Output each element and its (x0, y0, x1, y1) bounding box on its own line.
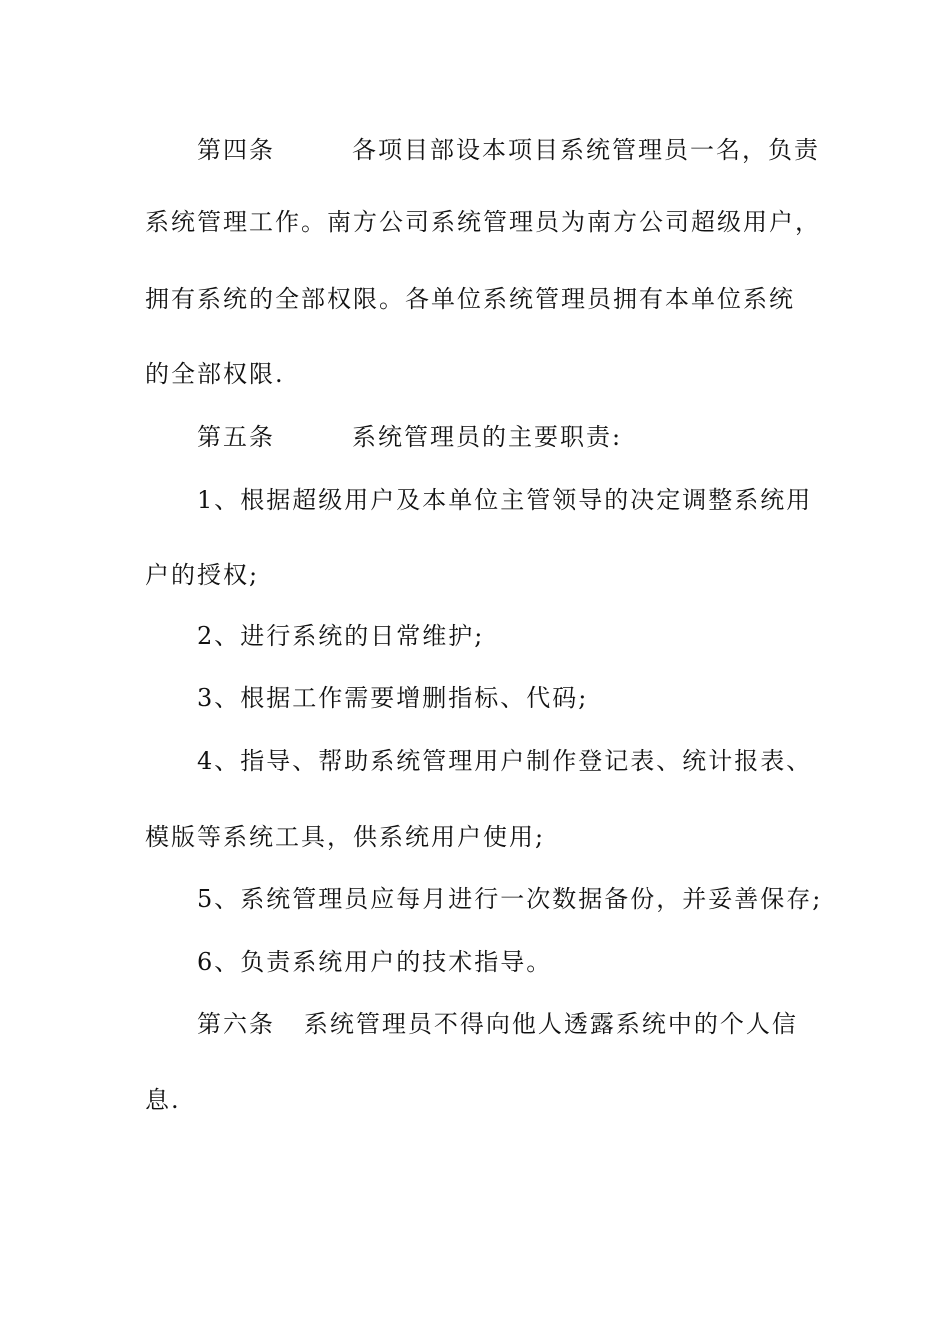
article5-item4-line2: 模版等系统工具，供系统用户使用; (145, 823, 546, 851)
article4-line1: 第四条 各项目部设本项目系统管理员一名，负责 (197, 136, 821, 164)
article4-line4: 的全部权限. (145, 360, 285, 388)
article5-item4-line1: 4、指导、帮助系统管理用户制作登记表、统计报表、 (197, 747, 813, 775)
article5-item2: 2、进行系统的日常维护; (197, 622, 485, 650)
article5-item3: 3、根据工作需要增删指标、代码; (197, 684, 589, 712)
article5-item1-line1: 1、根据超级用户及本单位主管领导的决定调整系统用 (197, 486, 813, 514)
article6-line2: 息. (145, 1086, 181, 1114)
article5-item6: 6、负责系统用户的技术指导。 (197, 948, 553, 976)
article6-line1: 第六条 系统管理员不得向他人透露系统中的个人信 (197, 1010, 798, 1038)
article4-line3: 拥有系统的全部权限。各单位系统管理员拥有本单位系统 (145, 285, 795, 313)
article5-heading: 第五条 系统管理员的主要职责: (197, 423, 623, 451)
article5-item5: 5、系统管理员应每月进行一次数据备份，并妥善保存; (197, 885, 823, 913)
article5-item1-line2: 户的授权; (145, 561, 260, 589)
article4-line2: 系统管理工作。南方公司系统管理员为南方公司超级用户， (145, 208, 821, 236)
